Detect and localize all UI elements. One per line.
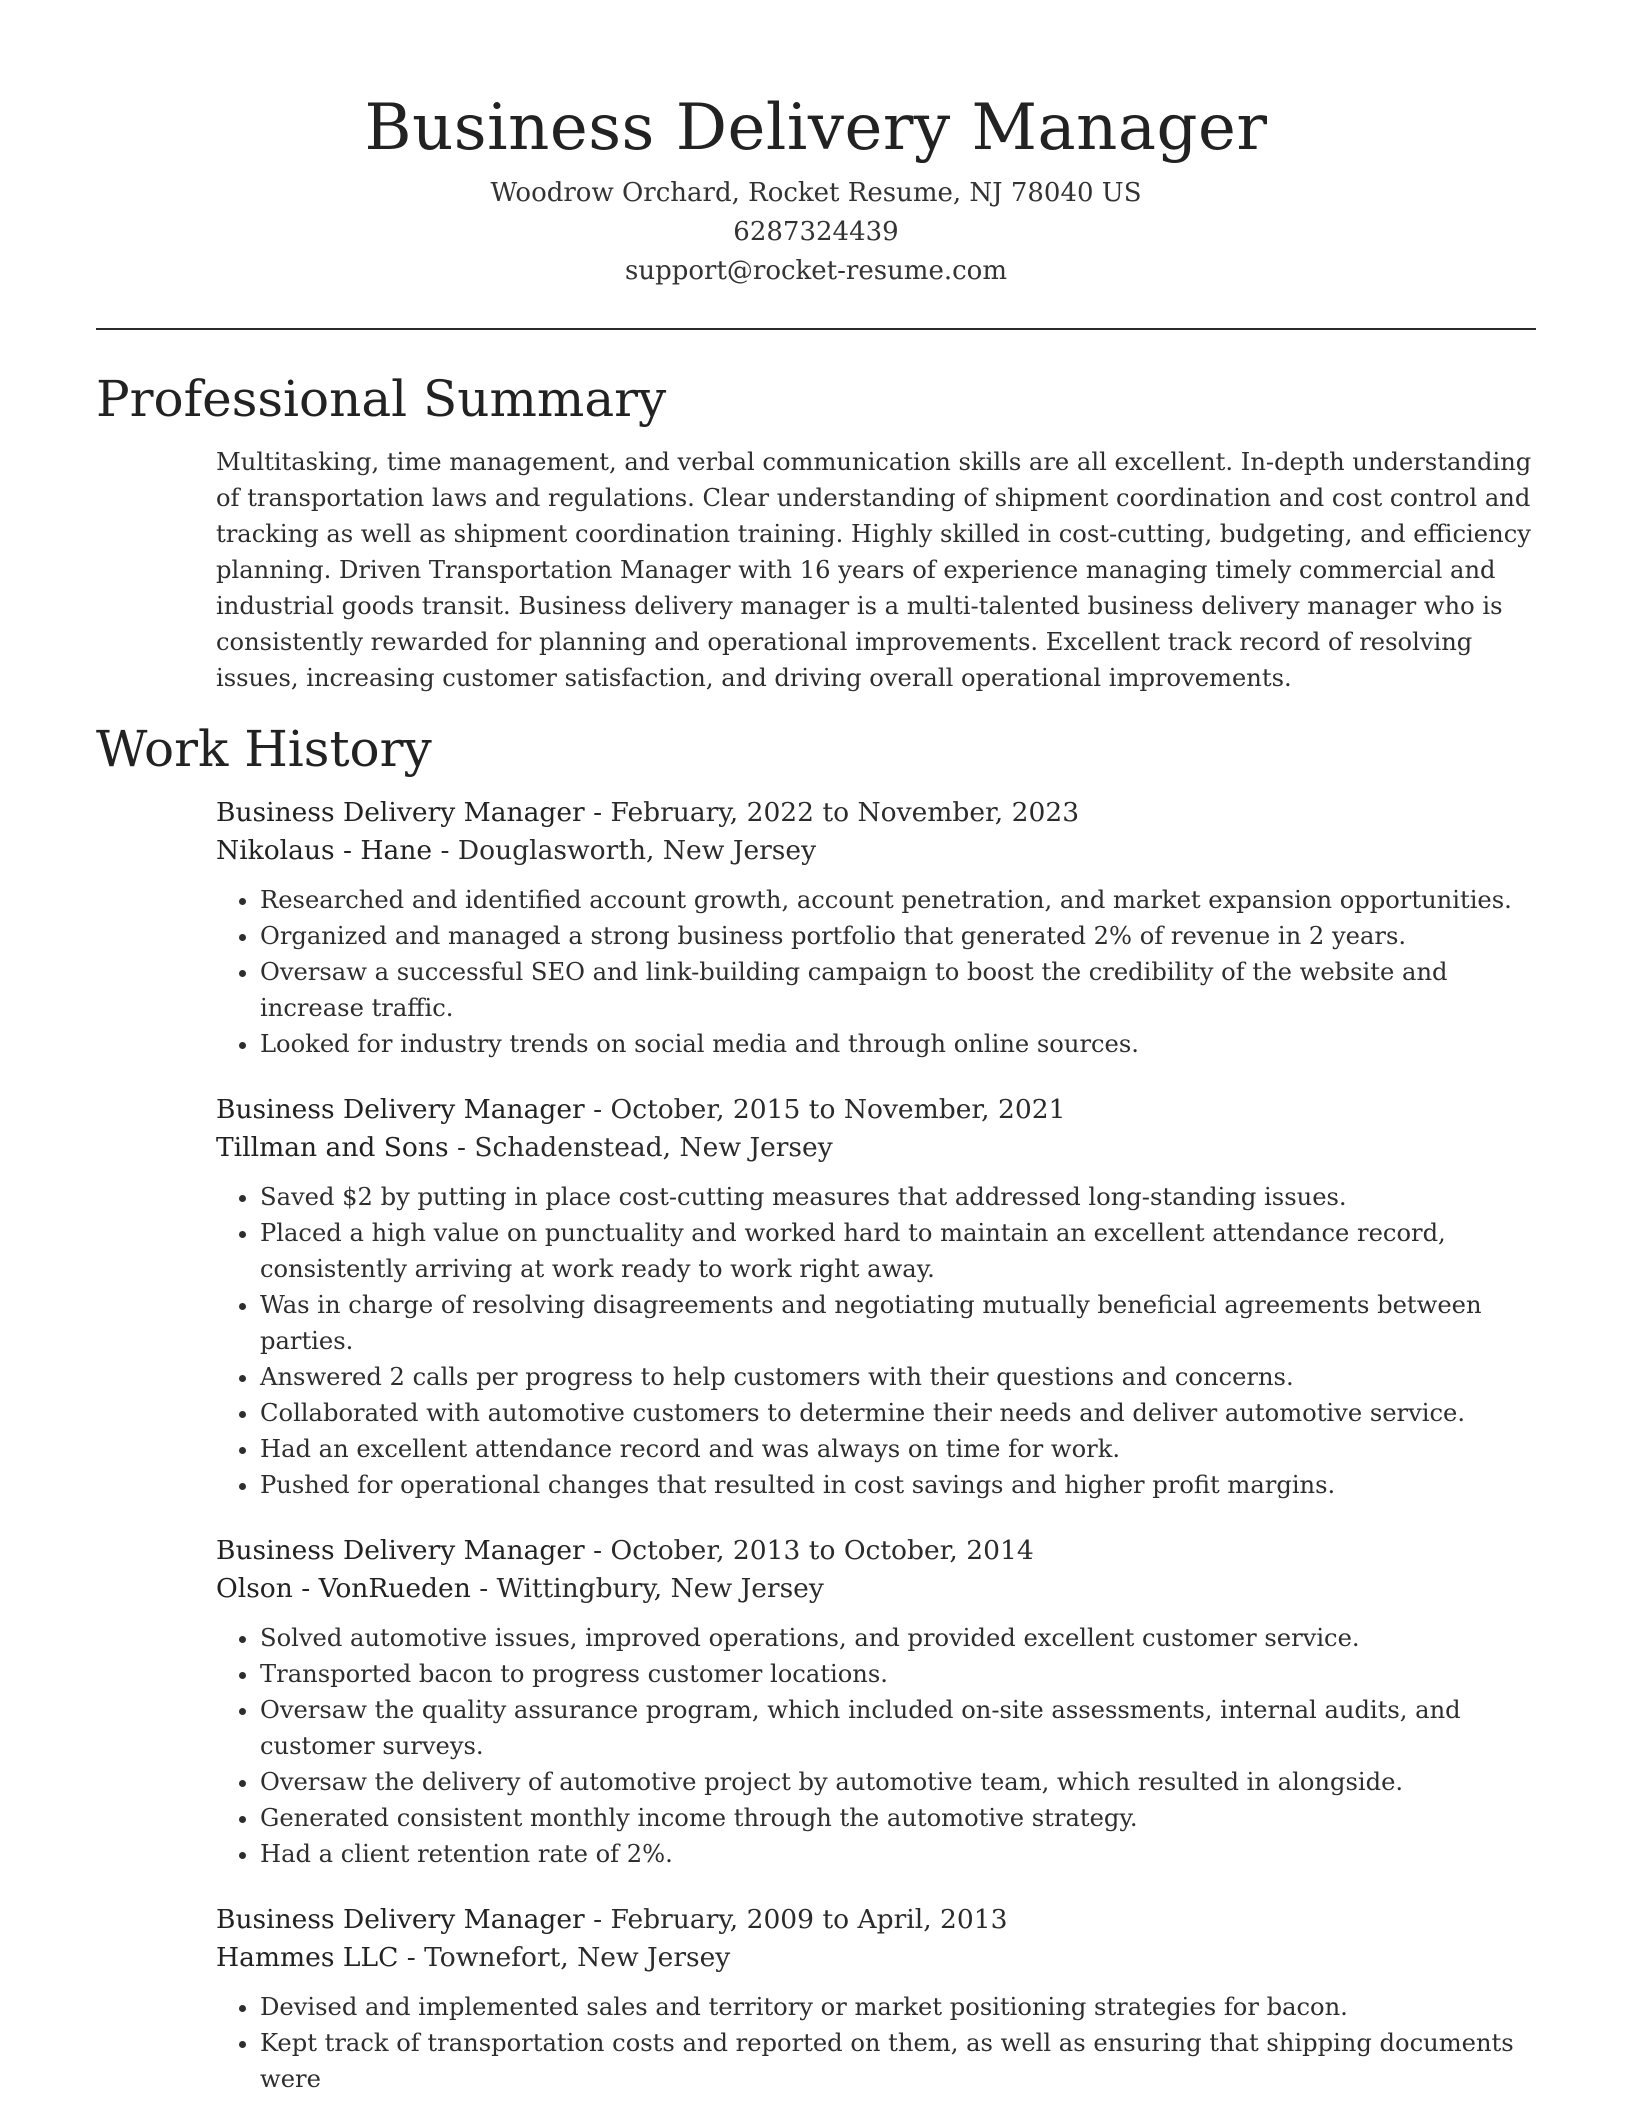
job-title-line <box>216 1091 1536 1129</box>
job-bullet: • Had an excellent attendance record and was always on time for work. <box>260 1431 1536 1467</box>
job-bullet: • Kept track of transportation costs and reported on them, as well as ensuring that shipping documents were <box>260 2025 1536 2097</box>
job-bullet: • Devised and implemented sales and territory or market positioning strategies for bacon. <box>260 1989 1536 2025</box>
phone-number: 6287324439 <box>733 217 899 247</box>
job-entry <box>216 1901 1536 2097</box>
job-bullet: • Oversaw the delivery of automotive project by automotive team, which resulted in alongside. <box>260 1764 1536 1800</box>
work-history-list <box>216 794 1536 2097</box>
job-bullets <box>216 1179 1536 1503</box>
job-bullet: • Saved $2 by putting in place cost-cutting measures that addressed long-standing issues. <box>260 1179 1536 1215</box>
job-location: - Wittingbury, New Jersey <box>470 1573 824 1604</box>
job-bullets <box>216 1989 1536 2097</box>
job-entry <box>216 1532 1536 1872</box>
email-address: support@rocket-resume.com <box>624 256 1007 286</box>
header-divider <box>96 328 1536 330</box>
job-company: Olson - VonRueden <box>216 1573 471 1604</box>
job-bullet: • Transported bacon to progress customer locations. <box>260 1656 1536 1692</box>
job-dates: - October, 2015 to November, 2021 <box>584 1094 1066 1125</box>
job-bullet: • Pushed for operational changes that resulted in cost savings and higher profit margins. <box>260 1467 1536 1503</box>
job-title: Business Delivery Manager <box>216 1904 585 1935</box>
job-title-line <box>216 794 1536 832</box>
job-dates: - February, 2022 to November, 2023 <box>584 797 1080 828</box>
job-entry <box>216 1091 1536 1503</box>
job-title-line <box>216 1901 1536 1939</box>
job-bullet: • Solved automotive issues, improved operations, and provided excellent customer service. <box>260 1620 1536 1656</box>
resume-header <box>96 0 1536 291</box>
job-dates: - October, 2013 to October, 2014 <box>584 1535 1034 1566</box>
job-bullet: • Was in charge of resolving disagreements and negotiating mutually beneficial agreements between parties. <box>260 1287 1536 1359</box>
resume-page <box>96 0 1536 2097</box>
job-title: Business Delivery Manager <box>216 797 585 828</box>
summary-text: Multitasking, time management, and verbal communication skills are all excellent. In-depth understanding of transportation laws and regulations. Clear understanding of shipment coordination and cost control and tracking as well as shipment coordination training. Highly skilled in cost-cutting, budgeting, and efficiency planning. Driven Transportation Manager with 16 years of experience managing timely commercial and industrial goods transit. Business delivery manager is a multi-talented business delivery manager who is consistently rewarded for planning and operational improvements. Excellent track record of resolving issues, increasing customer satisfaction, and driving overall operational improvements. <box>216 448 1532 692</box>
job-location: - Schadenstead, New Jersey <box>448 1132 833 1163</box>
job-company-line <box>216 1939 1536 1977</box>
job-dates: - February, 2009 to April, 2013 <box>584 1904 1008 1935</box>
job-company-line <box>216 832 1536 870</box>
job-bullet: • Looked for industry trends on social media and through online sources. <box>260 1026 1536 1062</box>
job-bullet: • Organized and managed a strong business portfolio that generated 2% of revenue in 2 years. <box>260 918 1536 954</box>
work-history-heading: Work History <box>96 720 432 778</box>
job-company-line <box>216 1129 1536 1167</box>
job-title: Business Delivery Manager <box>216 1094 585 1125</box>
job-bullet: • Collaborated with automotive customers to determine their needs and deliver automotive service. <box>260 1395 1536 1431</box>
job-company: Tillman and Sons <box>216 1132 449 1163</box>
job-company-line <box>216 1570 1536 1608</box>
job-location: - Townefort, New Jersey <box>398 1942 731 1973</box>
job-bullet: • Oversaw the quality assurance program, which included on-site assessments, internal audits, and customer surveys. <box>260 1692 1536 1764</box>
job-bullets <box>216 882 1536 1062</box>
address: Woodrow Orchard, Rocket Resume, NJ 78040 US <box>490 178 1142 208</box>
job-title: Business Delivery Manager <box>216 1535 585 1566</box>
job-company: Nikolaus - Hane <box>216 835 433 866</box>
job-bullets <box>216 1620 1536 1872</box>
job-bullet: • Answered 2 calls per progress to help customers with their questions and concerns. <box>260 1359 1536 1395</box>
job-bullet: • Researched and identified account growth, account penetration, and market expansion opportunities. <box>260 882 1536 918</box>
candidate-name: Business Delivery Manager <box>364 91 1268 165</box>
job-bullet: • Had a client retention rate of 2%. <box>260 1836 1536 1872</box>
job-company: Hammes LLC <box>216 1942 399 1973</box>
job-bullet: • Oversaw a successful SEO and link-building campaign to boost the credibility of the website and increase traffic. <box>260 954 1536 1026</box>
job-bullet: • Generated consistent monthly income through the automotive strategy. <box>260 1800 1536 1836</box>
summary-heading: Professional Summary <box>96 370 667 428</box>
job-location: - Douglasworth, New Jersey <box>432 835 817 866</box>
job-entry <box>216 794 1536 1062</box>
job-title-line <box>216 1532 1536 1570</box>
job-bullet: • Placed a high value on punctuality and worked hard to maintain an excellent attendance record, consistently arriving at work ready to work right away. <box>260 1215 1536 1287</box>
